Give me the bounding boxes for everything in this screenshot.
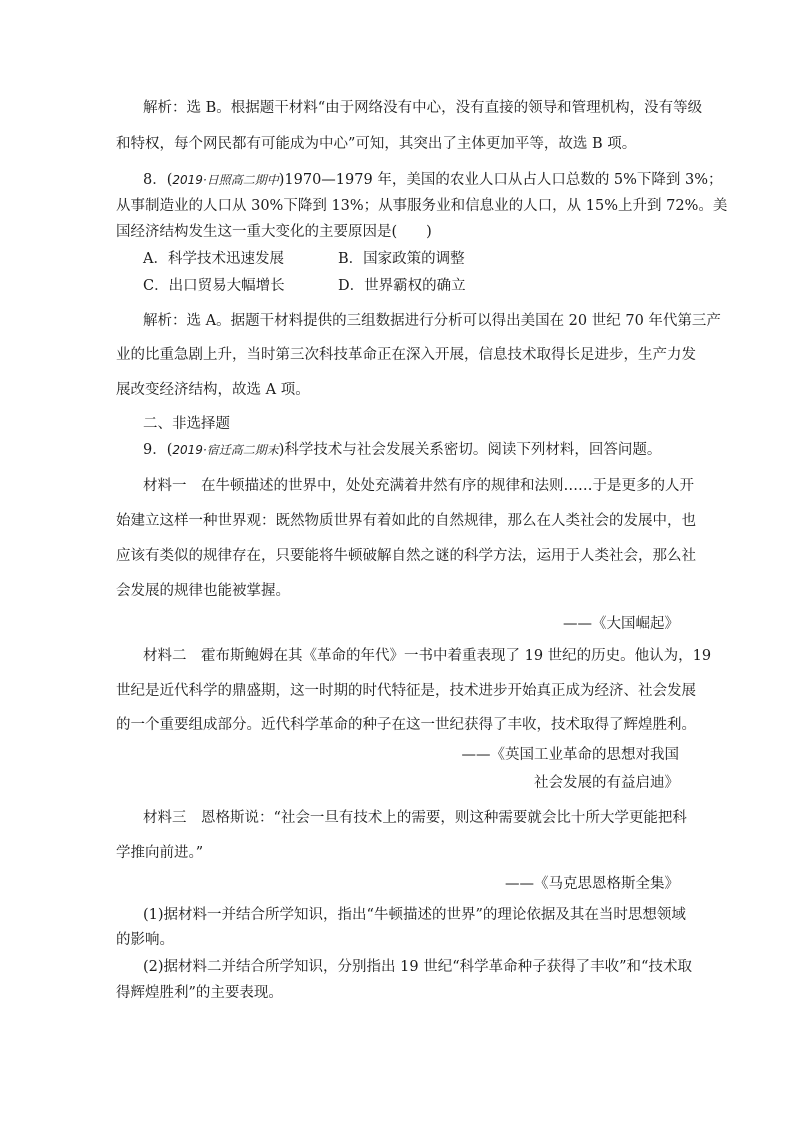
question-8-option-b: B．国家政策的调整 [338, 251, 465, 267]
material-3-line-1: 材料三 恩格斯说：“社会一旦有技术上的需要，则这种需要就会比十所大学更能把科 [143, 810, 687, 826]
material-1-line-2: 始建立这样一种世界观：既然物质世界有着如此的自然规律，那么在人类社会的发展中，也 [116, 513, 696, 529]
material-1-line-1: 材料一 在牛顿描述的世界中，处处充满着井然有序的规律和法则……于是更多的人开 [143, 478, 694, 494]
material-2-line-3: 的一个重要组成部分。近代科学革命的种子在这一世纪获得了丰收，技术取得了辉煌胜利。 [116, 717, 696, 733]
material-1-line-4: 会发展的规律也能被掌握。 [116, 583, 290, 599]
material-1-line-3: 应该有类似的规律存在，只要能将牛顿破解自然之谜的科学方法，运用于人类社会，那么社 [116, 548, 696, 564]
analysis-8-line-2: 业的比重急剧上升，当时第三次科技革命正在深入开展，信息技术取得长足进步，生产力发 [116, 347, 696, 363]
question-8-option-a: A．科学技术迅速发展 [143, 251, 284, 267]
question-9-source: 2019·宿迁高二期末 [172, 443, 279, 457]
question-9-text: )科学技术与社会发展关系密切。阅读下列材料，回答问题。 [278, 442, 662, 458]
sub-question-1-line-1: (1)据材料一并结合所学知识，指出“牛顿描述的世界”的理论依据及其在当时思想领域 [143, 907, 686, 923]
section-2-title: 二、非选择题 [143, 416, 230, 432]
question-8-source: 2019·日照高二期中 [172, 173, 279, 187]
question-9-number: 9．( [143, 442, 173, 458]
material-2-source-line-1: ——《英国工业革命的思想对我国 [461, 747, 679, 763]
sub-question-2-line-2: 得辉煌胜利”的主要表现。 [116, 985, 283, 1001]
analysis-7-line-2: 和特权，每个网民都有可能成为中心”可知，其突出了主体更加平等，故选 B 项。 [116, 136, 637, 152]
material-2-line-1: 材料二 霍布斯鲍姆在其《革命的年代》一书中着重表现了 19 世纪的历史。他认为，19 [143, 648, 712, 664]
analysis-8-line-3: 展改变经济结构，故选 A 项。 [116, 382, 310, 398]
question-8-line-2: 从事制造业的人口从 30%下降到 13%；从事服务业和信息业的人口，从 15%上升到 72%。美 [116, 198, 728, 214]
material-3-source: ——《马克思恩格斯全集》 [505, 876, 679, 892]
sub-question-2-line-1: (2)据材料二并结合所学知识，分别指出 19 世纪“科学革命种子获得了丰收”和“技术取 [143, 959, 692, 975]
analysis-7-line-1: 解析：选 B。根据题干材料“由于网络没有中心，没有直接的领导和管理机构，没有等级 [143, 100, 703, 116]
question-8-option-c: C．出口贸易大幅增长 [143, 278, 285, 294]
material-2-line-2: 世纪是近代科学的鼎盛期，这一时期的时代特征是，技术进步开始真正成为经济、社会发展 [116, 683, 696, 699]
question-8-option-d: D．世界霸权的确立 [338, 278, 466, 294]
material-3-line-2: 学推向前进。” [116, 845, 204, 861]
question-8-text: )1970—1979 年，美国的农业人口从占人口总数的 5%下降到 3%； [278, 172, 723, 188]
sub-question-1-line-2: 的影响。 [116, 932, 174, 948]
question-8-line-1 [143, 170, 723, 190]
question-8-line-3: 国经济结构发生这一重大变化的主要原因是( ) [116, 224, 432, 240]
analysis-8-line-1: 解析：选 A。据题干材料提供的三组数据进行分析可以得出美国在 20 世纪 70 年代第三产 [143, 313, 721, 329]
question-8-number: 8．( [143, 172, 173, 188]
question-9-line-1 [143, 440, 661, 460]
material-1-source: ——《大国崛起》 [563, 616, 679, 632]
material-2-source-line-2: 社会发展的有益启迪》 [534, 775, 679, 791]
